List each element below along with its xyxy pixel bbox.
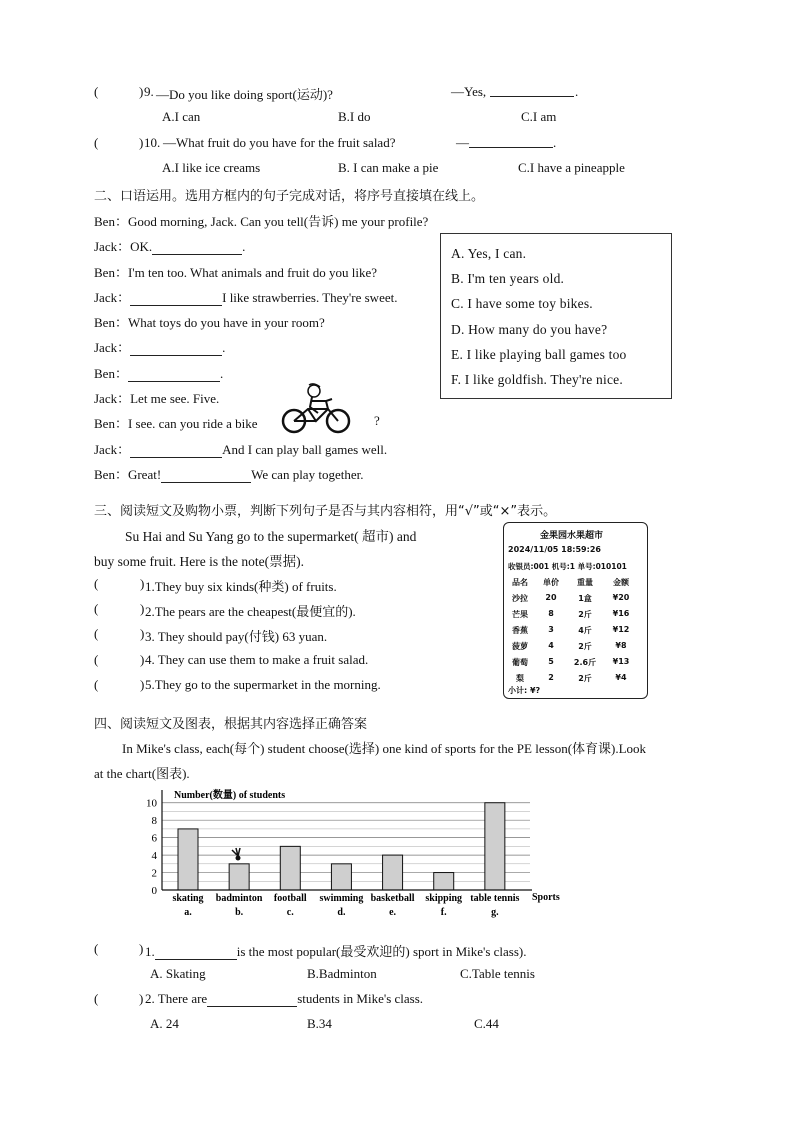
section4-title: 四、阅读短文及图表，根据其内容选择正确答案 — [94, 717, 368, 732]
s4q2-option-b: B.34 — [307, 1016, 332, 1031]
chart-category-letter: f. — [440, 907, 447, 918]
dialogue-blank-1[interactable] — [152, 240, 242, 255]
dialogue-blank-3[interactable] — [130, 341, 222, 356]
chart-bar-badminton — [229, 864, 249, 890]
section4-intro-line1: In Mike's class, each(每个) student choose(选择) one kind of sports for the PE lesson(体育课).Look — [122, 741, 647, 756]
q10-option-c: C.I have a pineapple — [518, 160, 625, 175]
s4q1-option-a: A. Skating — [150, 966, 206, 981]
s3-statement-5: 5.They go to the supermarket in the morning. — [145, 677, 381, 692]
chart-y-tick-label: 0 — [151, 885, 157, 897]
q10-paren-close: ) — [139, 135, 144, 150]
chart-x-tick-label: skipping — [425, 893, 463, 904]
s3-paren-close-4: ) — [140, 652, 145, 667]
q9-answer-suffix: . — [575, 84, 579, 99]
chart-y-tick-label: 4 — [151, 850, 157, 863]
section4-intro-line2: at the chart(图表). — [94, 766, 190, 781]
option-b: B. I'm ten years old. — [451, 271, 565, 286]
dialogue-line-7: Ben： . — [94, 366, 224, 381]
chart-x-tick-label: table tennis — [470, 893, 520, 904]
receipt-meta: 收银员:001 机号:1 单号:010101 — [508, 562, 627, 571]
q9-option-c: C.I am — [521, 109, 557, 124]
sports-bar-chart — [140, 784, 570, 920]
s3-paren-open-5: ( — [94, 677, 99, 692]
dialogue-line-2: Jack：OK. . — [94, 239, 246, 254]
dialogue-line-1: Ben：Good morning, Jack. Can you tell(告诉) me your profile? — [94, 214, 429, 229]
chart-bar-basketball — [383, 855, 403, 890]
option-c: C. I have some toy bikes. — [451, 296, 593, 311]
chart-category-letter: g. — [491, 907, 499, 918]
q9-answer-prefix: —Yes, — [451, 84, 487, 99]
chart-category-letter: c. — [286, 907, 294, 918]
chart-xlabel: Sports — [532, 892, 560, 903]
dialogue-line-4: Jack： I like strawberries. They're sweet. — [94, 290, 398, 305]
receipt-header-price: 单价 — [543, 578, 559, 587]
s4q2-paren-close: ) — [139, 991, 144, 1006]
s3-statement-2: 2.The pears are the cheapest(最便宜的). — [145, 604, 356, 619]
dialogue-line-5: Ben：What toys do you have in your room? — [94, 315, 325, 330]
chart-bar-skipping — [434, 873, 454, 890]
s3-paren-open-2: ( — [94, 601, 99, 616]
chart-bar-swimming — [331, 864, 351, 890]
receipt-datetime: 2024/11/05 18:59:26 — [508, 545, 601, 554]
s4q2-option-c: C.44 — [474, 1016, 499, 1031]
q9-paren-close: ) — [139, 84, 144, 99]
s4q2-option-a: A. 24 — [150, 1016, 179, 1031]
option-e: E. I like playing ball games too — [451, 347, 627, 362]
dialogue-line-10: Jack： And I can play ball games well. — [94, 442, 388, 457]
dialogue-line-9: Ben：I see. can you ride a bike — [94, 416, 258, 431]
s4q1-paren-close: ) — [139, 941, 144, 956]
s3-paren-close-1: ) — [140, 576, 145, 591]
dialogue-line-8: Jack：Let me see. Five. — [94, 391, 220, 406]
chart-x-tick-label: basketball — [370, 893, 415, 904]
chart-bar-table-tennis — [485, 803, 505, 890]
chart-axis — [146, 790, 532, 918]
s3-paren-open-4: ( — [94, 652, 99, 667]
q10-answer-blank[interactable] — [469, 133, 553, 148]
s3-paren-close-2: ) — [140, 601, 145, 616]
chart-x-tick-label: skating — [172, 893, 204, 904]
dialogue-line-3: Ben：I'm ten too. What animals and fruit do you like? — [94, 265, 377, 280]
receipt-total: 小计: ¥? — [508, 686, 541, 695]
q10-option-a: A.I like ice creams — [162, 160, 261, 175]
q9-option-a: A.I can — [162, 109, 201, 124]
s3-paren-open-3: ( — [94, 626, 99, 641]
section3-intro-line1: Su Hai and Su Yang go to the supermarket( 超市) and — [125, 529, 417, 544]
chart-x-tick-label: football — [273, 893, 307, 904]
s3-statement-4: 4. They can use them to make a fruit salad. — [145, 652, 369, 667]
bike-rider-icon — [280, 383, 352, 435]
dialogue-line-9-end: ? — [374, 413, 380, 428]
s3-paren-close-3: ) — [140, 626, 145, 641]
s4q1-blank[interactable] — [155, 945, 237, 960]
q10-number: 10. — [144, 135, 161, 150]
q9-number: 9. — [144, 84, 154, 99]
section3-title: 三、阅读短文及购物小票，判断下列句子是否与其内容相符，用“√”或“×”表示。 — [94, 504, 557, 519]
chart-x-tick-label: swimming — [319, 893, 364, 904]
s4q1-option-b: B.Badminton — [307, 966, 377, 981]
dialogue-blank-5[interactable] — [130, 443, 222, 458]
s4q1-line: 1. is the most popular(最受欢迎的) sport in Mike's class). — [145, 944, 527, 959]
receipt: 金果园水果超市 2024/11/05 18:59:26 收银员:001 机号:1 单号:010101 品名 单价 重量 金额 沙拉 20 1盒 ¥20 芒果 8 2斤 ¥16 香蕉 3 4斤 ¥12 菠萝 4 2斤 ¥8 葡萄 5 2.6斤 ¥13 梨 2 2斤 ¥4 小计: ¥? — [503, 522, 648, 699]
chart-y-tick-label: 6 — [151, 832, 157, 845]
chart-ylabel: Number(数量) of students — [174, 790, 286, 801]
chart-category-letter: b. — [235, 907, 244, 918]
s3-paren-open-1: ( — [94, 576, 99, 591]
chart-category-letter: e. — [389, 907, 397, 918]
receipt-header-name: 品名 — [512, 578, 528, 587]
dialogue-blank-2[interactable] — [130, 291, 222, 306]
q10-option-b: B. I can make a pie — [338, 160, 439, 175]
option-a: A. Yes, I can. — [451, 246, 527, 261]
s4q1-paren-open: ( — [94, 941, 99, 956]
dialogue-blank-4[interactable] — [128, 367, 220, 382]
dialogue-line-11: Ben：Great! We can play together. — [94, 467, 364, 482]
s3-paren-close-5: ) — [140, 677, 145, 692]
s4q1-option-c: C.Table tennis — [460, 966, 535, 981]
chart-y-tick-label: 8 — [151, 815, 157, 828]
q10-question: —What fruit do you have for the fruit salad? — [163, 135, 396, 150]
receipt-header-weight: 重量 — [577, 578, 593, 587]
s4q2-paren-open: ( — [94, 991, 99, 1006]
chart-bar-skating — [178, 829, 198, 890]
chart-category-letter: d. — [337, 907, 346, 918]
chart-y-tick-label: 2 — [151, 867, 157, 880]
q10-answer-prefix: — — [456, 135, 469, 150]
chart-x-tick-label: badminton — [215, 893, 263, 904]
q9-question: —Do you like doing sport(运动)? — [156, 87, 333, 102]
q10-answer-suffix: . — [553, 135, 557, 150]
chart-bar-football — [280, 846, 300, 890]
q9-answer-blank[interactable] — [490, 82, 574, 97]
q9-option-b: B.I do — [338, 109, 371, 124]
receipt-header-amount: 金额 — [613, 578, 629, 587]
s3-statement-3: 3. They should pay(付钱) 63 yuan. — [145, 629, 328, 644]
chart-y-tick-label: 10 — [146, 797, 157, 810]
shuttlecock-icon — [232, 848, 241, 861]
s4q2-line: 2. There are students in Mike's class. — [145, 991, 424, 1006]
option-d: D. How many do you have? — [451, 322, 608, 337]
receipt-title: 金果园水果超市 — [540, 531, 604, 541]
q10-paren-open: ( — [94, 135, 99, 150]
dialogue-line-6: Jack： . — [94, 340, 226, 355]
section2-title: 二、口语运用。选用方框内的句子完成对话，将序号直接填在线上。 — [94, 189, 485, 204]
dialogue-blank-6[interactable] — [161, 468, 251, 483]
s4q2-blank[interactable] — [207, 992, 297, 1007]
q9-paren-open: ( — [94, 84, 99, 99]
options-box — [440, 233, 672, 399]
chart-category-letter: a. — [184, 907, 192, 918]
s3-statement-1: 1.They buy six kinds(种类) of fruits. — [145, 579, 337, 594]
section3-intro-line2: buy some fruit. Here is the note(票据). — [94, 554, 304, 569]
option-f: F. I like goldfish. They're nice. — [451, 372, 623, 387]
